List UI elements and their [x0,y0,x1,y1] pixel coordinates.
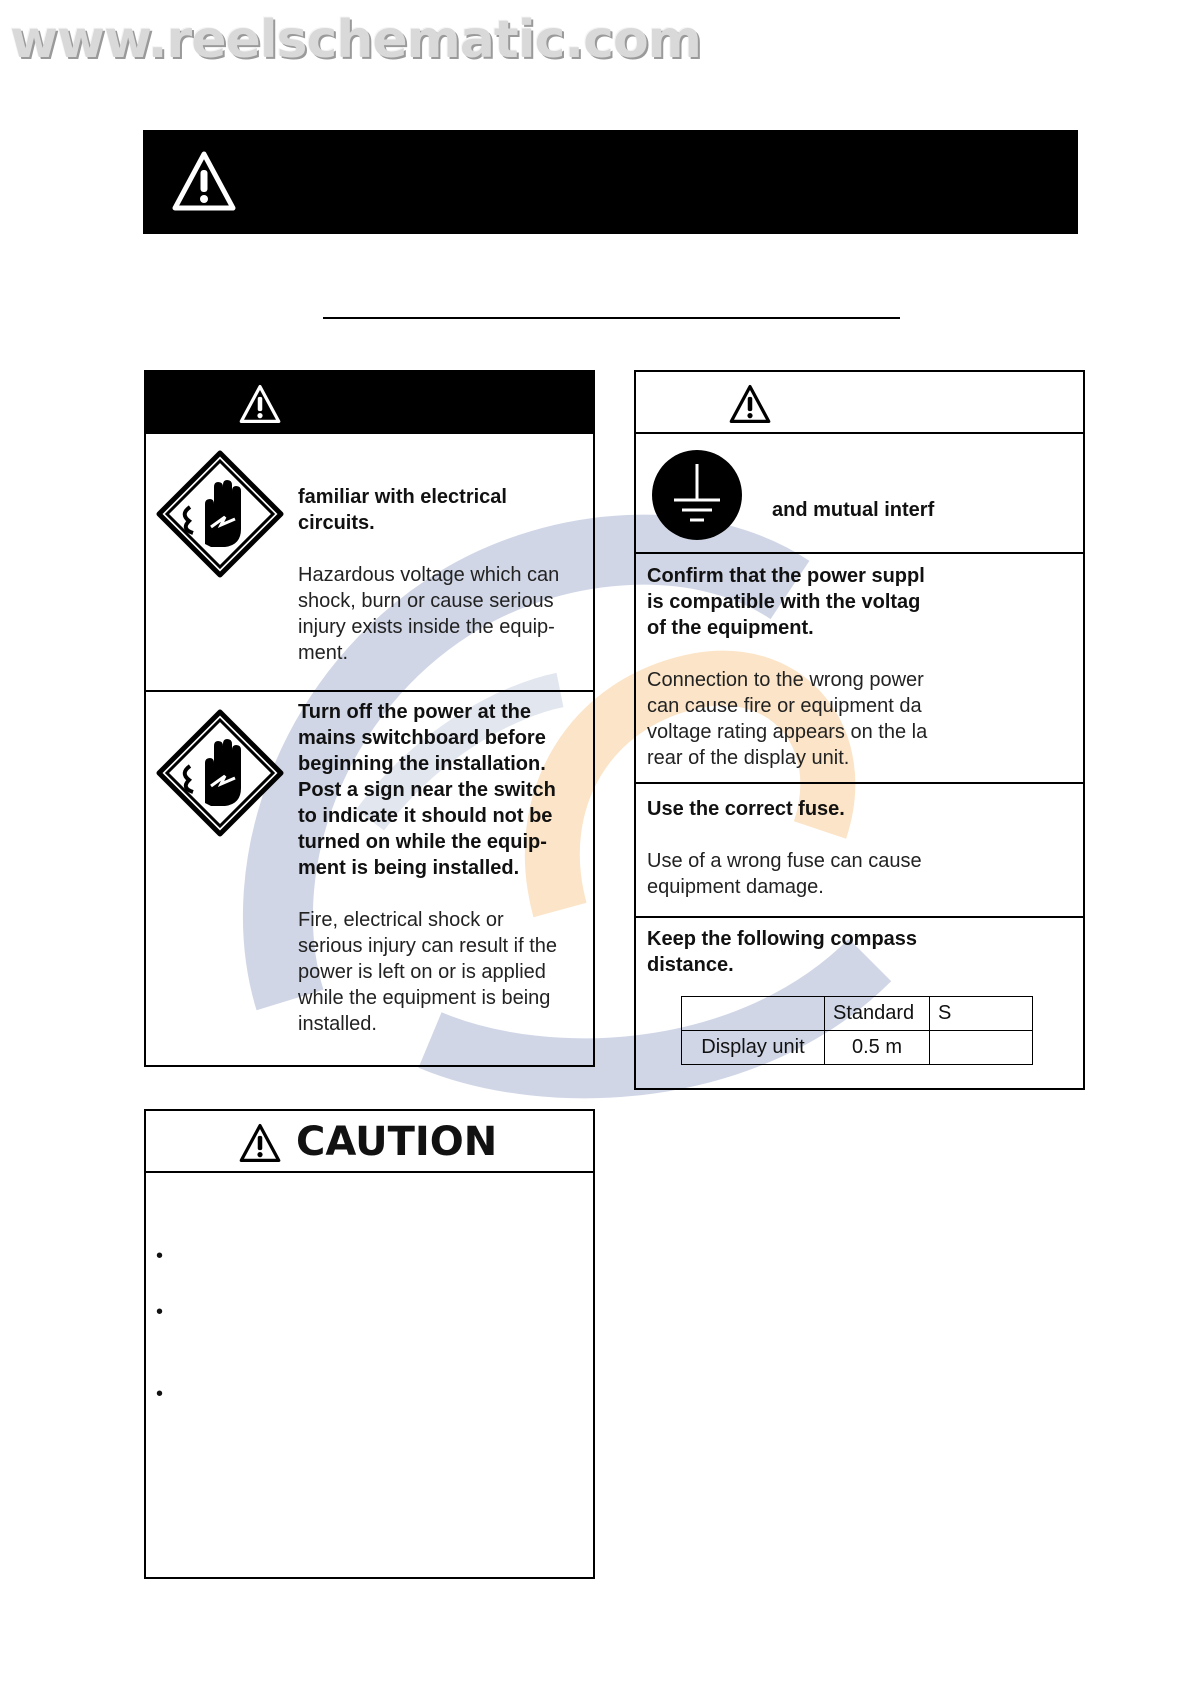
warning-triangle-icon [728,384,772,424]
warning-triangle-icon [238,384,282,424]
table-header-cell: S [930,997,1033,1031]
warning-triangle-icon [171,150,237,212]
bullet-point: • [156,1301,164,1323]
title-underline [323,317,900,319]
ground-symbol-icon [650,448,744,542]
panel-header [146,1111,593,1173]
fuse-heading: Use the correct fuse. [647,798,845,820]
table-header-cell: Standard [825,997,930,1031]
table-header-row [682,997,1033,1031]
compass-heading: Keep the following compass distance. [647,928,918,976]
caution-title: CAUTION [296,1119,498,1165]
table-cell [930,1031,1033,1065]
table-cell: Display unit [682,1031,825,1065]
table-cell: 0.5 m [825,1031,930,1065]
warning-panel-left [144,370,595,1067]
bullet-point: • [156,1245,164,1267]
electric-shock-hand-icon [155,449,285,579]
warning-heading-2: Turn off the power at the mains switchboard before beginning the installation. Post a sign near the switch to indicate it should not be turned on while the equip- ment is being installed. [298,701,556,879]
table-header-cell [682,997,825,1031]
power-heading: Confirm that the power suppl is compatible with the voltag of the equipment. [647,565,925,639]
site-watermark: www.reelschematic.com [10,10,701,70]
fuse-body: Use of a wrong fuse can cause equipment damage. [647,850,922,898]
table-row [682,1031,1033,1065]
warning-triangle-icon [238,1123,282,1163]
row-divider [636,552,1083,554]
warning-body-1: Hazardous voltage which can shock, burn or cause serious injury exists inside the equip- ment. [298,564,560,664]
compass-distance-table [681,996,1033,1065]
warning-banner [143,130,1078,234]
row-divider [636,782,1083,784]
ground-warning-text: and mutual interf [772,499,935,521]
power-body: Connection to the wrong power can cause fire or equipment da voltage rating appears on the la rear of the display unit. [647,669,928,769]
row-divider [146,690,593,692]
warning-heading-1: familiar with electrical circuits. [298,486,507,534]
warning-body-2: Fire, electrical shock or serious injury can result if the power is left on or is applied while the equipment is being installed. [298,909,558,1035]
warning-panel-right [634,370,1085,1090]
bullet-point: • [156,1383,164,1405]
caution-panel [144,1109,595,1579]
panel-header [146,372,593,434]
panel-header [636,372,1083,434]
electric-shock-hand-icon [155,708,285,838]
row-divider [636,916,1083,918]
